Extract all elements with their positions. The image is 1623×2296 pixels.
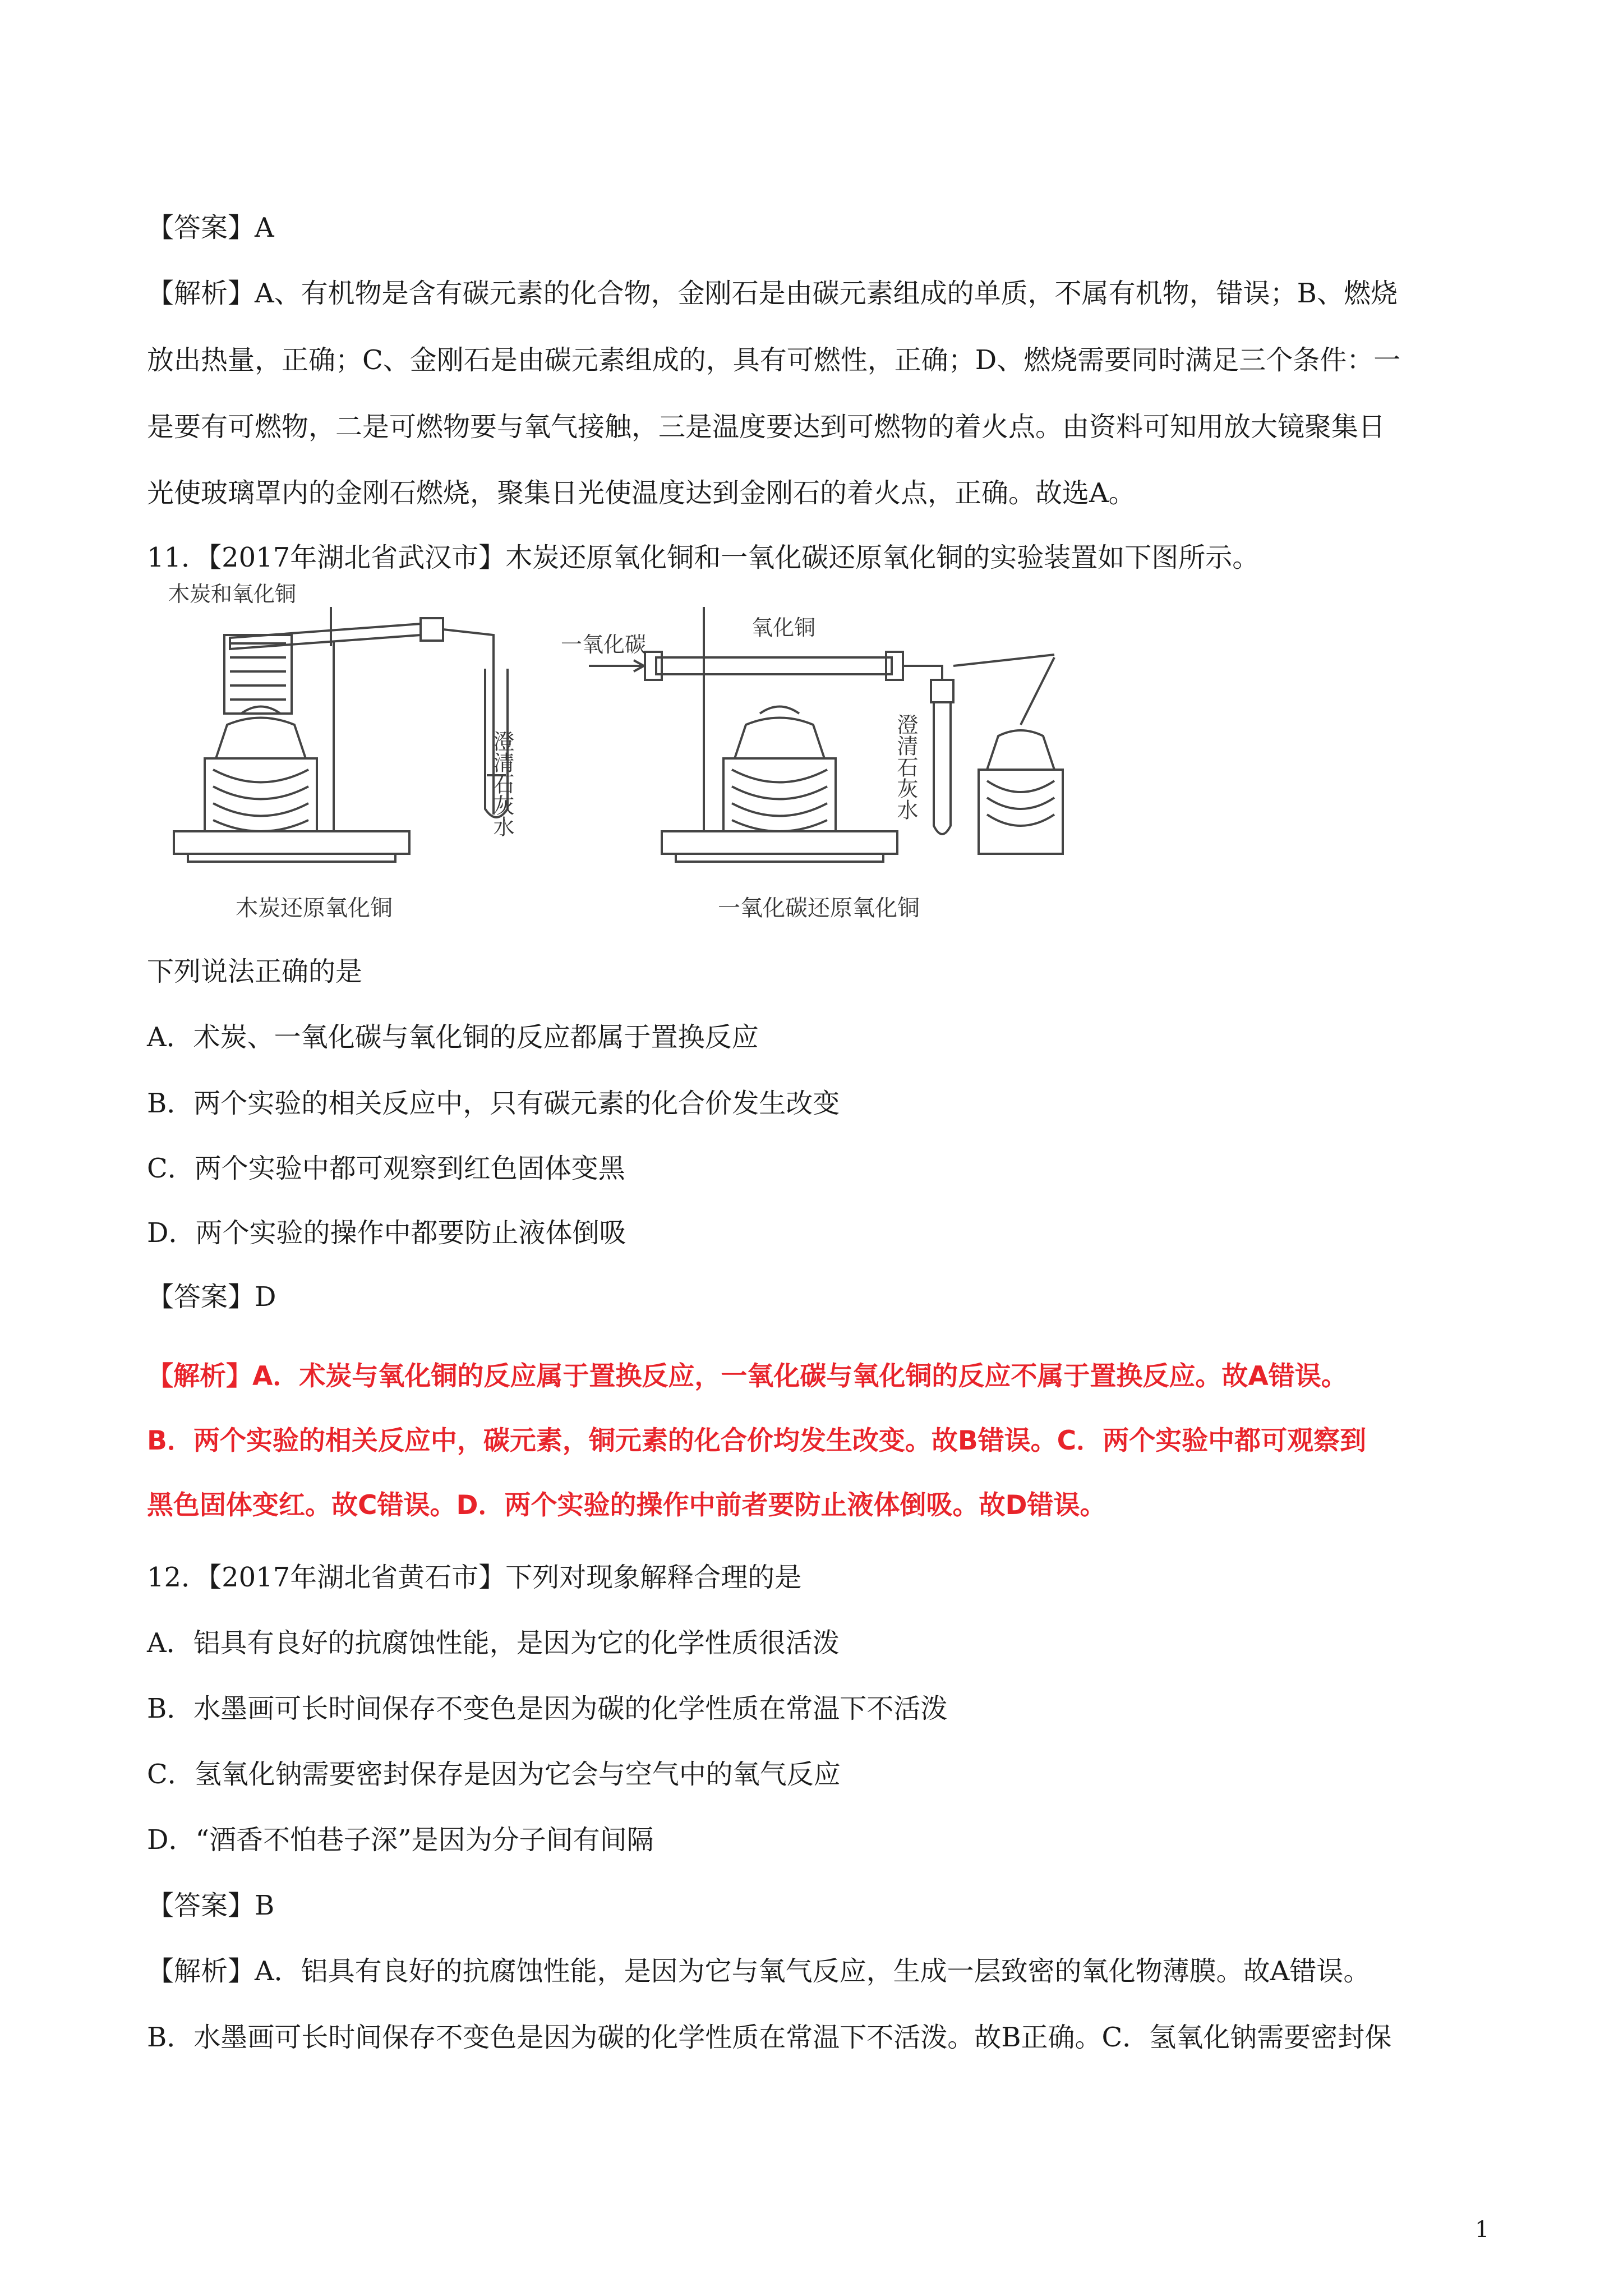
left-caption: 木炭还原氧化铜 bbox=[236, 895, 393, 921]
analysis-12-line-1: 【解析】A．铝具有良好的抗腐蚀性能，是因为它与氧气反应，生成一层致密的氧化物薄膜。故A错误。 bbox=[147, 1955, 1371, 1987]
answer-11: 【答案】D bbox=[147, 1281, 276, 1313]
page-number: 1 bbox=[1475, 2217, 1490, 2243]
right-alcohol-lamp bbox=[735, 718, 824, 759]
analysis-10-line-1: 【解析】A、有机物是含有碳元素的化合物，金刚石是由碳元素组成的单质，不属有机物，错误；B、燃烧 bbox=[147, 278, 1398, 309]
question-11-stem: 11．【2017年湖北省武汉市】木炭还原氧化铜和一氧化碳还原氧化铜的实验装置如下图所示。 bbox=[147, 542, 1260, 573]
left-tube-label: 澄清石灰水 bbox=[490, 730, 514, 837]
question-12-option-d: D．“酒香不怕巷子深”是因为分子间有间隔 bbox=[147, 1824, 654, 1856]
analysis-10-line-2: 放出热量，正确；C、金刚石是由碳元素组成的，具有可燃性，正确；D、燃烧需要同时满足三个条件：一 bbox=[147, 344, 1401, 376]
right-wood-block bbox=[723, 758, 836, 831]
analysis-12-line-2: B．水墨画可长时间保存不变色是因为碳的化学性质在常温下不活泼。故B正确。C．氢氧化钠需要密封保 bbox=[147, 2022, 1392, 2053]
right-gas-label: 一氧化碳 bbox=[561, 632, 647, 657]
analysis-11-line-1: 【解析】A．术炭与氧化铜的反应属于置换反应，一氧化碳与氧化铜的反应不属于置换反应。故A错误。 bbox=[147, 1361, 1348, 1392]
analysis-10-line-3: 是要有可燃物，二是可燃物要与氧气接触，三是温度要达到可燃物的着火点。由资料可知用放大镜聚集日 bbox=[147, 411, 1386, 443]
question-12-option-b: B．水墨画可长时间保存不变色是因为碳的化学性质在常温下不活泼 bbox=[147, 1693, 948, 1724]
right-caption: 一氧化碳还原氧化铜 bbox=[718, 895, 920, 921]
right-limewater-tube bbox=[934, 702, 951, 834]
left-wood-block bbox=[205, 758, 317, 831]
left-alcohol-lamp bbox=[216, 718, 306, 759]
question-11-prompt: 下列说法正确的是 bbox=[147, 956, 363, 987]
right-tail-lamp bbox=[987, 730, 1054, 770]
answer-10: 【答案】A bbox=[147, 212, 274, 243]
left-base-foot bbox=[188, 854, 395, 862]
question-11-option-b: B．两个实验的相关反应中，只有碳元素的化合价发生改变 bbox=[147, 1088, 840, 1119]
analysis-11-line-3: 黑色固体变红。故C错误。D．两个实验的操作中前者要防止液体倒吸。故D错误。 bbox=[147, 1490, 1106, 1521]
question-11-option-c: C．两个实验中都可观察到红色固体变黑 bbox=[147, 1153, 625, 1184]
right-tube-label: 澄清石灰水 bbox=[893, 714, 918, 820]
answer-12: 【答案】B bbox=[147, 1890, 275, 1921]
question-12-stem: 12．【2017年湖北省黄石市】下列对现象解释合理的是 bbox=[147, 1562, 802, 1593]
analysis-10-line-4: 光使玻璃罩内的金刚石燃烧，聚集日光使温度达到金刚石的着火点，正确。故选A。 bbox=[147, 477, 1136, 509]
right-base-plate bbox=[662, 831, 897, 854]
left-base-plate bbox=[174, 831, 409, 854]
left-connector bbox=[421, 618, 443, 641]
question-11-option-a: A．术炭、一氧化碳与氧化铜的反应都属于置换反应 bbox=[147, 1022, 759, 1053]
right-glass-tube bbox=[656, 657, 892, 674]
question-12-option-c: C．氢氧化钠需要密封保存是因为它会与空气中的氧气反应 bbox=[147, 1759, 841, 1790]
analysis-11-line-2: B．两个实验的相关反应中，碳元素，铜元素的化合价均发生改变。故B错误。C．两个实验中都可观察到 bbox=[147, 1425, 1367, 1456]
right-top-label: 氧化铜 bbox=[751, 615, 816, 640]
left-top-label: 木炭和氧化铜 bbox=[168, 582, 297, 606]
left-reaction-tube bbox=[230, 624, 421, 649]
apparatus-diagram bbox=[157, 573, 1066, 932]
question-11-option-d: D．两个实验的操作中都要防止液体倒吸 bbox=[147, 1217, 626, 1249]
experiment-figure bbox=[157, 573, 1066, 932]
question-12-option-a: A．铝具有良好的抗腐蚀性能，是因为它的化学性质很活泼 bbox=[147, 1627, 840, 1659]
